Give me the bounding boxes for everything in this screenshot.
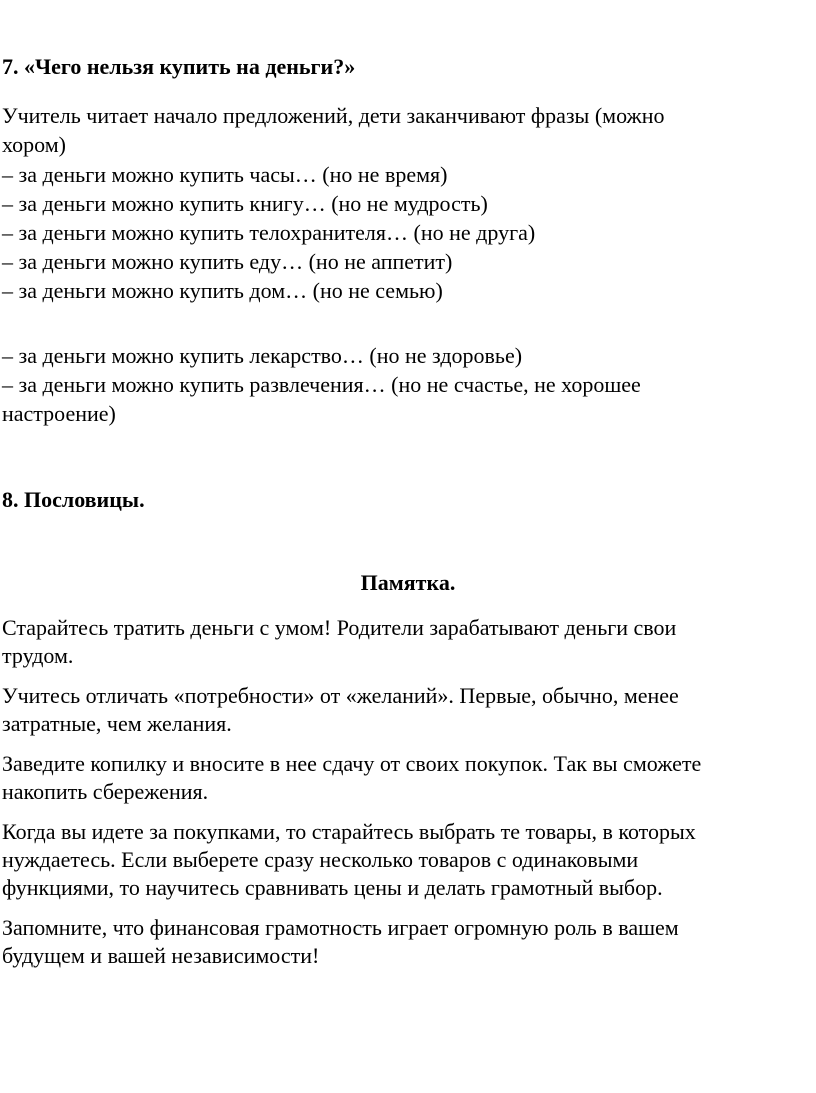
phrase-item: – за деньги можно купить развлечения… (но не счастье, не хорошее xyxy=(2,372,641,397)
memo-line: трудом. xyxy=(2,643,74,668)
memo-paragraph xyxy=(2,614,802,670)
phrase-item: настроение) xyxy=(2,401,116,426)
memo-line: накопить сбережения. xyxy=(2,779,209,804)
section-7-intro xyxy=(2,101,802,159)
memo-paragraph xyxy=(2,750,802,806)
phrase-item: – за деньги можно купить лекарство… (но не здоровье) xyxy=(2,343,523,368)
memo-line: нуждаетесь. Если выберете сразу несколько товаров с одинаковыми xyxy=(2,847,639,872)
phrase-item: – за деньги можно купить телохранителя… (но не друга) xyxy=(2,220,536,245)
memo-line: Запомните, что финансовая грамотность играет огромную роль в вашем xyxy=(2,915,679,940)
section-7-heading: 7. «Чего нельзя купить на деньги?» xyxy=(2,54,356,79)
phrase-list-2 xyxy=(2,341,802,428)
phrase-item: – за деньги можно купить часы… (но не время) xyxy=(2,162,448,187)
phrase-item: – за деньги можно купить еду… (но не аппетит) xyxy=(2,249,453,274)
memo-line: Старайтесь тратить деньги с умом! Родители зарабатывают деньги свои xyxy=(2,615,677,640)
memo-line: затратные, чем желания. xyxy=(2,711,232,736)
memo-line: Учитесь отличать «потребности» от «желаний». Первые, обычно, менее xyxy=(2,683,679,708)
memo-line: будущем и вашей независимости! xyxy=(2,943,320,968)
phrase-list-1 xyxy=(2,160,802,305)
intro-line: Учитель читает начало предложений, дети заканчивают фразы (можно xyxy=(2,103,665,128)
phrase-item: – за деньги можно купить книгу… (но не мудрость) xyxy=(2,191,488,216)
memo-title: Памятка. xyxy=(360,570,456,595)
intro-line: хором) xyxy=(2,132,66,157)
memo-line: Заведите копилку и вносите в нее сдачу от своих покупок. Так вы сможете xyxy=(2,751,702,776)
memo-line: Когда вы идете за покупками, то старайтесь выбрать те товары, в которых xyxy=(2,819,696,844)
memo-paragraph xyxy=(2,682,802,738)
memo-body xyxy=(2,614,802,982)
phrase-item: – за деньги можно купить дом… (но не семью) xyxy=(2,278,443,303)
section-8-heading: 8. Пословицы. xyxy=(2,487,145,512)
memo-paragraph xyxy=(2,818,802,902)
memo-paragraph xyxy=(2,914,802,970)
memo-line: функциями, то научитесь сравнивать цены и делать грамотный выбор. xyxy=(2,875,663,900)
